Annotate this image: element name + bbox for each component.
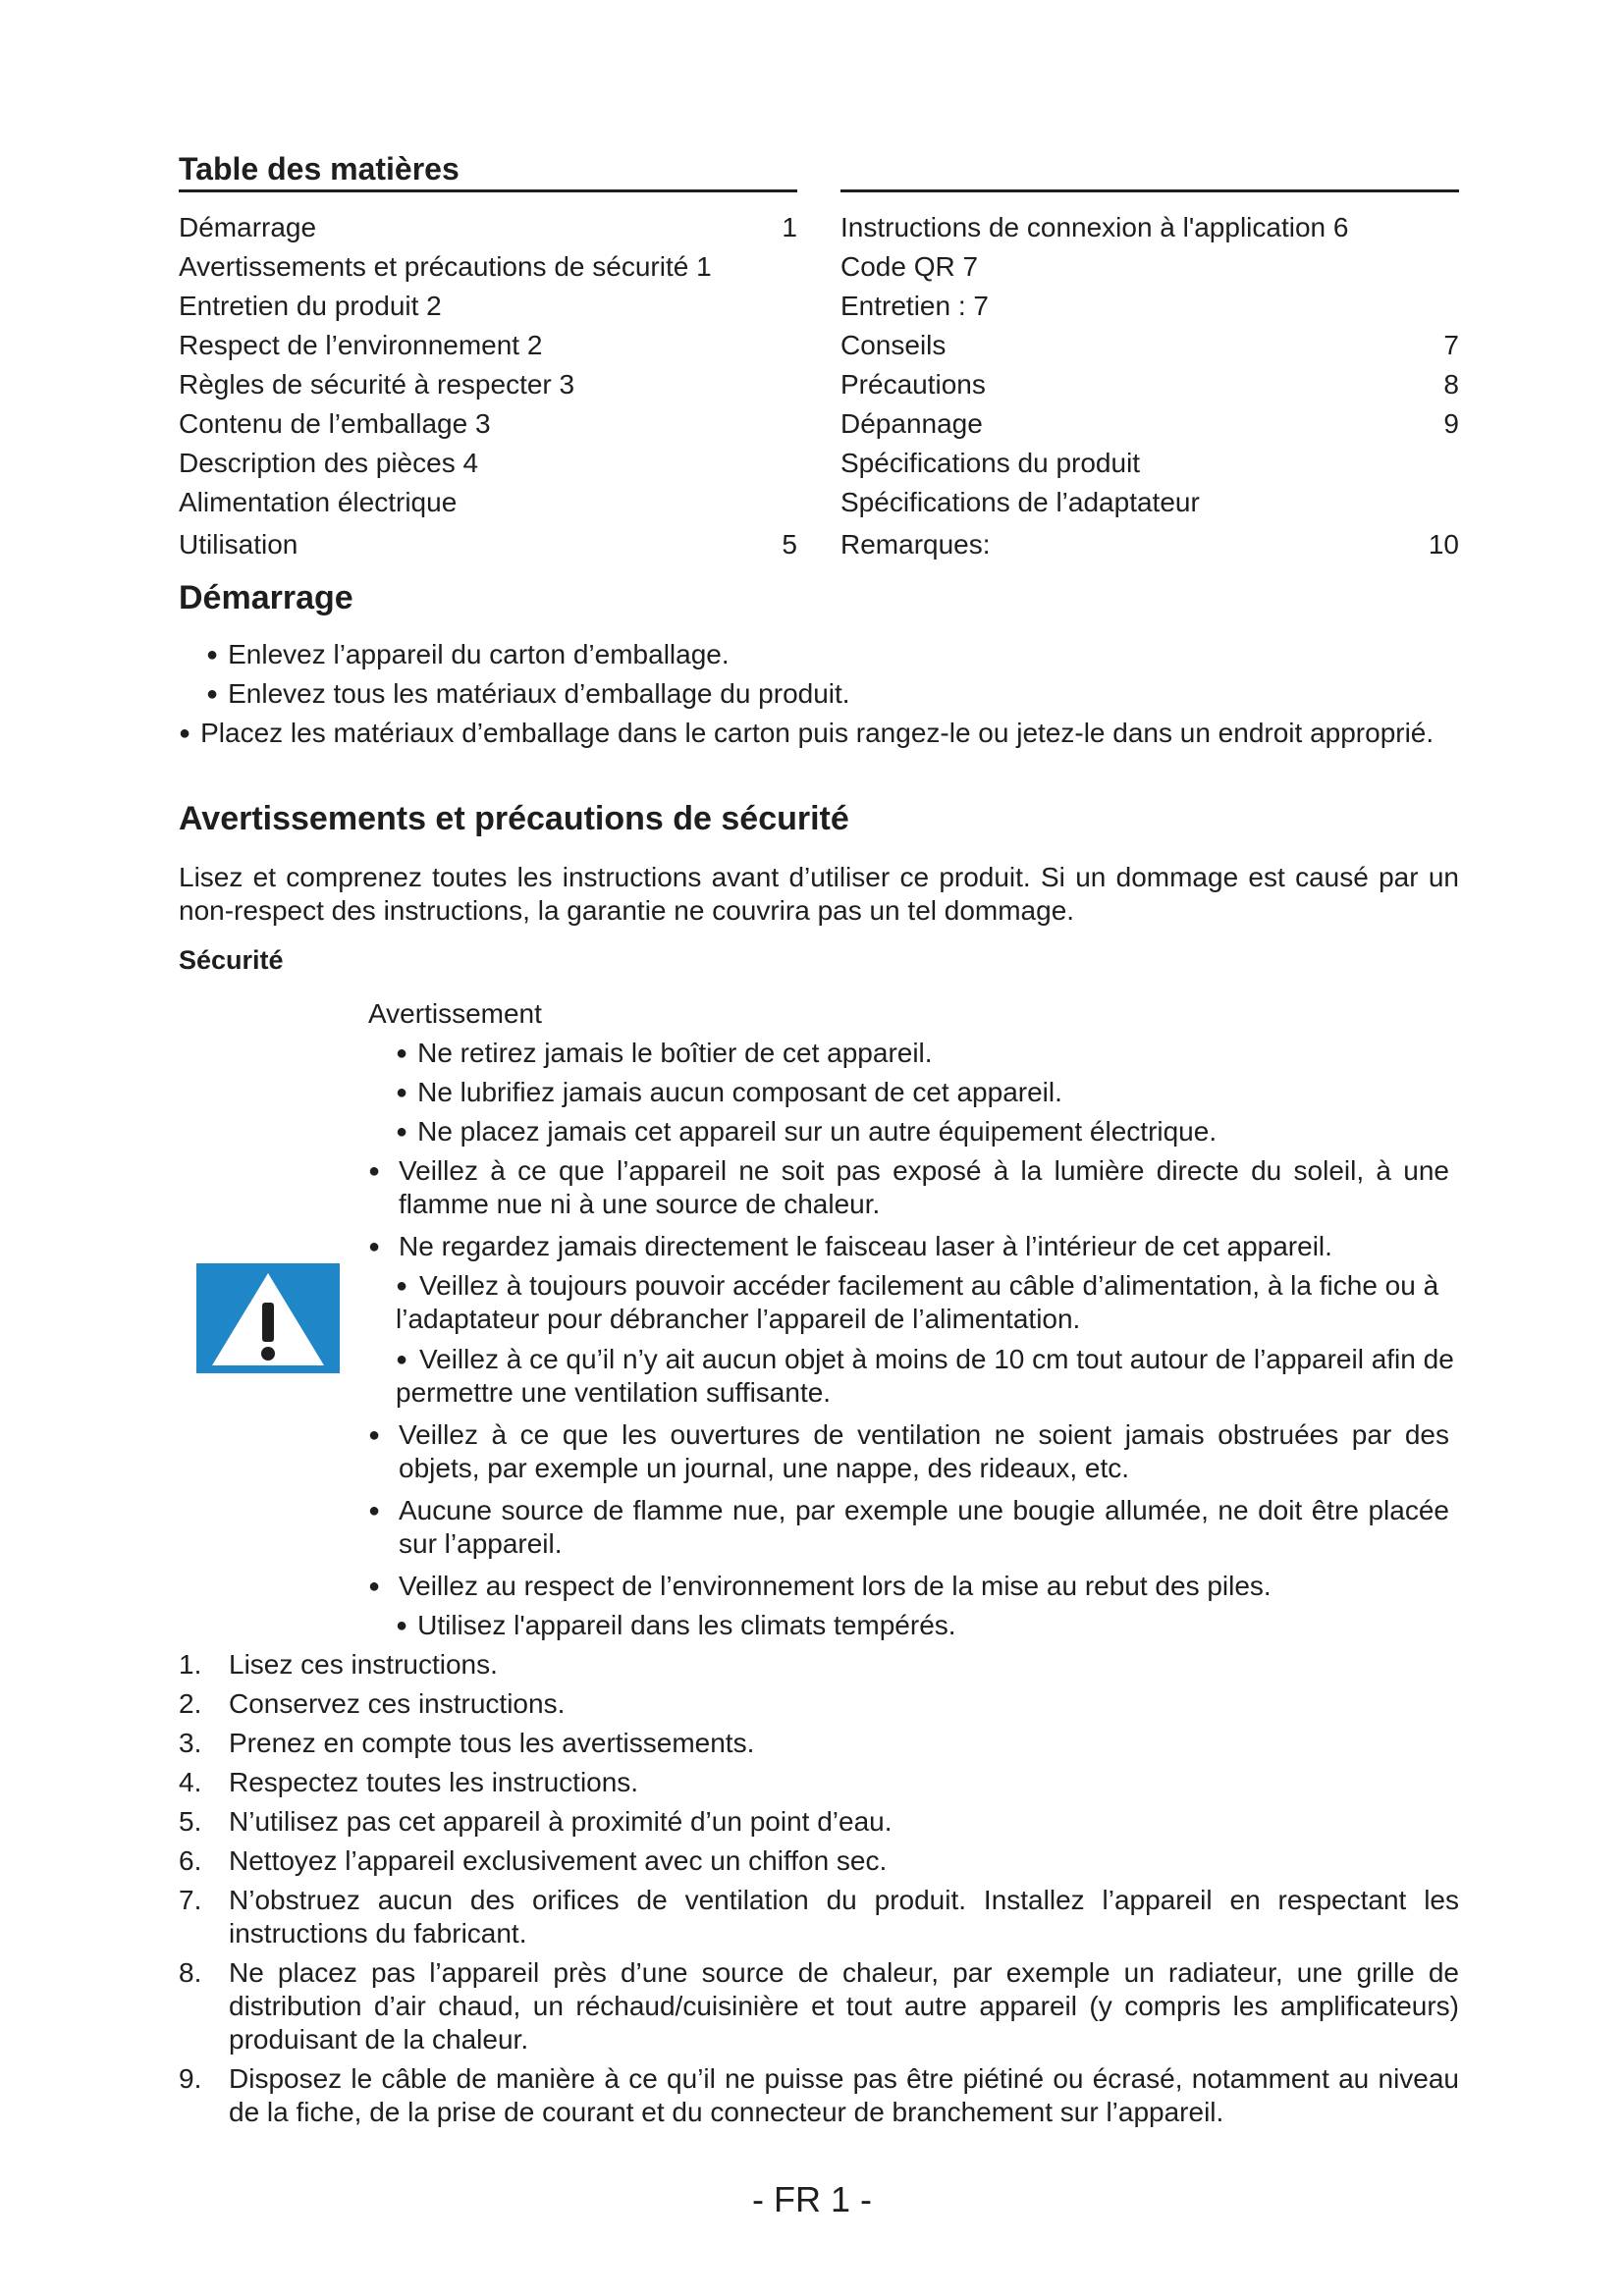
section-title-avertissements: Avertissements et précautions de sécurité — [179, 800, 849, 837]
warning-triangle-icon — [196, 1263, 340, 1373]
list-item: Veillez au respect de l’environnement lors de la mise au rebut des piles. — [399, 1571, 1272, 1601]
toc-page-number: 9 — [1443, 408, 1459, 439]
list-item: ● Ne lubrifiez jamais aucun composant de cet appareil. — [396, 1076, 1062, 1112]
list-number: 1. — [179, 1649, 202, 1680]
list-number: 6. — [179, 1845, 202, 1876]
toc-entry[interactable]: Alimentation électrique — [179, 487, 458, 517]
list-item: ● Placez les matériaux d’emballage dans le carton puis rangez-le ou jetez-le dans un endroit approprié. — [179, 717, 1434, 753]
page-number-footer: - FR 1 - — [752, 2179, 872, 2219]
toc-page-number: 5 — [782, 529, 797, 560]
toc-entry[interactable]: Règles de sécurité à respecter 3 — [179, 369, 575, 400]
list-item: Disposez le câble de manière à ce qu’il ne puisse pas être piétiné ou écrasé, notamment au niveau de la fiche, de la prise de courant et du connecteur de branchement sur l’appareil. — [229, 2063, 1459, 2127]
list-number: 3. — [179, 1728, 202, 1758]
list-number: 2. — [179, 1688, 202, 1719]
toc-page-number: 7 — [1443, 330, 1459, 360]
list-item-bullet: ● — [396, 1349, 408, 1370]
toc-entry[interactable]: Avertissements et précautions de sécurité 1 — [179, 251, 712, 282]
list-item-bullet: ● — [368, 1236, 381, 1257]
list-item: N’utilisez pas cet appareil à proximité d’un point d’eau. — [229, 1806, 893, 1837]
toc-entry[interactable]: Spécifications du produit — [840, 448, 1141, 478]
securite-label: Sécurité — [179, 945, 284, 975]
list-item: Ne placez pas l’appareil près d’une source de chaleur, par exemple un radiateur, une grille de distribution d’air chaud, un réchaud/cuisinière et tout autre appareil (y compris les amplificateurs) produisant de la chaleur. — [229, 1957, 1459, 2055]
list-item: ● Ne placez jamais cet appareil sur un autre équipement électrique. — [396, 1115, 1217, 1151]
list-number: 4. — [179, 1767, 202, 1797]
toc-entry[interactable]: Remarques: — [840, 529, 991, 560]
toc-entry[interactable]: Démarrage — [179, 212, 317, 242]
list-number: 8. — [179, 1957, 202, 1988]
list-item-bullet: ● — [368, 1424, 381, 1446]
toc-entry[interactable]: Dépannage — [840, 408, 983, 439]
toc-page-number: 10 — [1428, 529, 1459, 560]
list-item: Veillez à toujours pouvoir accéder facilement au câble d’alimentation, à la fiche ou à l’adaptateur pour débrancher l’appareil de l’alimentation. — [396, 1270, 1439, 1334]
list-item: Veillez à ce que les ouvertures de ventilation ne soient jamais obstruées par des objets, par exemple un journal, une nappe, des rideaux, etc. — [399, 1419, 1449, 1483]
list-number: 5. — [179, 1806, 202, 1837]
list-item-bullet: ● — [368, 1160, 381, 1182]
toc-entry[interactable]: Code QR 7 — [840, 251, 979, 282]
list-item: ● Enlevez tous les matériaux d’emballage du produit. — [206, 677, 850, 714]
toc-entry[interactable]: Utilisation — [179, 529, 298, 560]
warning-label: Avertissement — [368, 998, 542, 1029]
list-number: 9. — [179, 2063, 202, 2094]
list-item-bullet: ● — [368, 1575, 381, 1597]
list-item: Nettoyez l’appareil exclusivement avec un chiffon sec. — [229, 1845, 888, 1876]
list-item: Veillez à ce que l’appareil ne soit pas exposé à la lumière directe du soleil, à une flamme nue ni à une source de chaleur. — [399, 1155, 1449, 1219]
toc-title: Table des matières — [179, 151, 460, 187]
toc-entry[interactable]: Conseils — [840, 330, 947, 360]
list-item: Ne regardez jamais directement le faisceau laser à l’intérieur de cet appareil. — [399, 1231, 1332, 1261]
section-title-demarrage: Démarrage — [179, 579, 353, 616]
list-item-bullet: ● — [396, 1275, 408, 1297]
list-item: ● Utilisez l'appareil dans les climats tempérés. — [396, 1609, 956, 1645]
list-number: 7. — [179, 1885, 202, 1915]
list-item: Respectez toutes les instructions. — [229, 1767, 639, 1797]
toc-entry[interactable]: Instructions de connexion à l'application 6 — [840, 212, 1349, 242]
list-item: Aucune source de flamme nue, par exemple une bougie allumée, ne doit être placée sur l’appareil. — [399, 1495, 1449, 1559]
list-item: Veillez à ce qu’il n’y ait aucun objet à moins de 10 cm tout autour de l’appareil afin de permettre une ventilation suffisante. — [396, 1344, 1454, 1408]
toc-entry[interactable]: Contenu de l’emballage 3 — [179, 408, 491, 439]
toc-entry[interactable]: Précautions — [840, 369, 986, 400]
list-item: ● Ne retirez jamais le boîtier de cet appareil. — [396, 1037, 933, 1073]
toc-entry[interactable]: Spécifications de l’adaptateur — [840, 487, 1200, 517]
list-item: ● Enlevez l’appareil du carton d’emballage. — [206, 638, 730, 674]
toc-entry[interactable]: Description des pièces 4 — [179, 448, 479, 478]
list-item: Conservez ces instructions. — [229, 1688, 566, 1719]
list-item: Prenez en compte tous les avertissements. — [229, 1728, 755, 1758]
toc-entry[interactable]: Respect de l’environnement 2 — [179, 330, 543, 360]
list-item: Lisez ces instructions. — [229, 1649, 498, 1680]
toc-rule-left — [179, 189, 797, 192]
list-item-bullet: ● — [368, 1500, 381, 1522]
toc-entry[interactable]: Entretien : 7 — [840, 291, 989, 321]
intro-paragraph: Lisez et comprenez toutes les instructions avant d’utiliser ce produit. Si un dommage est causé par un non-respect des instructions, la garantie ne couvrira pas un tel dommage. — [179, 862, 1459, 926]
toc-rule-right — [840, 189, 1459, 192]
list-item: N’obstruez aucun des orifices de ventilation du produit. Installez l’appareil en respectant les instructions du fabricant. — [229, 1885, 1459, 1949]
toc-page-number: 1 — [782, 212, 797, 242]
toc-page-number: 8 — [1443, 369, 1459, 400]
toc-entry[interactable]: Entretien du produit 2 — [179, 291, 442, 321]
